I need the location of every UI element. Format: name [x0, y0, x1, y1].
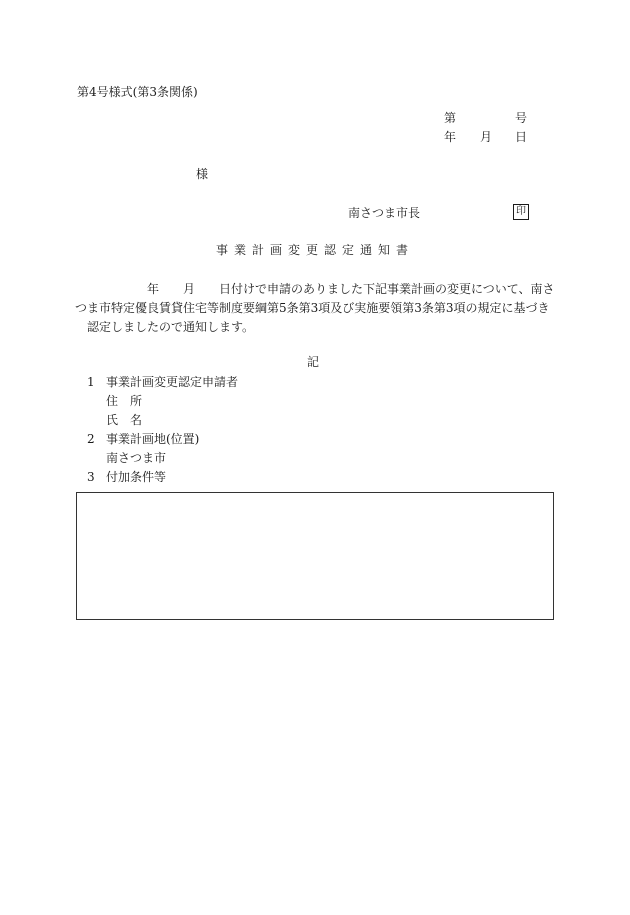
seal-stamp: 印: [513, 204, 529, 220]
document-title: 事業計画変更認定通知書: [215, 243, 414, 257]
addressee-honorific: 様: [196, 167, 209, 181]
form-number: 第4号様式(第3条関係): [77, 85, 198, 99]
additional-conditions-box: [76, 492, 554, 620]
name-label: 氏 名: [106, 413, 143, 427]
body-line-1-text: 日付けで申請のありました下記事業計画の変更について、南さ: [219, 282, 555, 296]
issuer-name: 南さつま市長: [348, 206, 421, 220]
item-1-number: 1: [87, 375, 95, 389]
notification-body: [75, 280, 557, 337]
item-2-number: 2: [87, 432, 95, 446]
date-day-label: 日: [515, 130, 528, 144]
body-line-1: [87, 280, 557, 299]
item-1-label: 事業計画変更認定申請者: [106, 375, 239, 389]
ki-heading: 記: [307, 355, 320, 369]
item-3-label: 付加条件等: [106, 470, 167, 484]
date-month-label: 月: [480, 130, 493, 144]
date-year-label: 年: [444, 130, 457, 144]
item-2-value: 南さつま市: [106, 451, 167, 465]
address-label: 住 所: [106, 394, 143, 408]
body-line-3: 認定しましたので通知します。: [87, 320, 255, 334]
document-number-label: 第: [444, 111, 457, 125]
item-3-number: 3: [87, 470, 95, 484]
body-line-2: つま市特定優良賃貸住宅等制度要綱第5条第3項及び実施要領第3条第3項の規定に基づき: [75, 301, 550, 315]
body-month-label: 月: [183, 282, 196, 296]
body-year-label: 年: [147, 282, 160, 296]
document-number-suffix: 号: [515, 111, 528, 125]
item-2-label: 事業計画地(位置): [106, 432, 200, 446]
